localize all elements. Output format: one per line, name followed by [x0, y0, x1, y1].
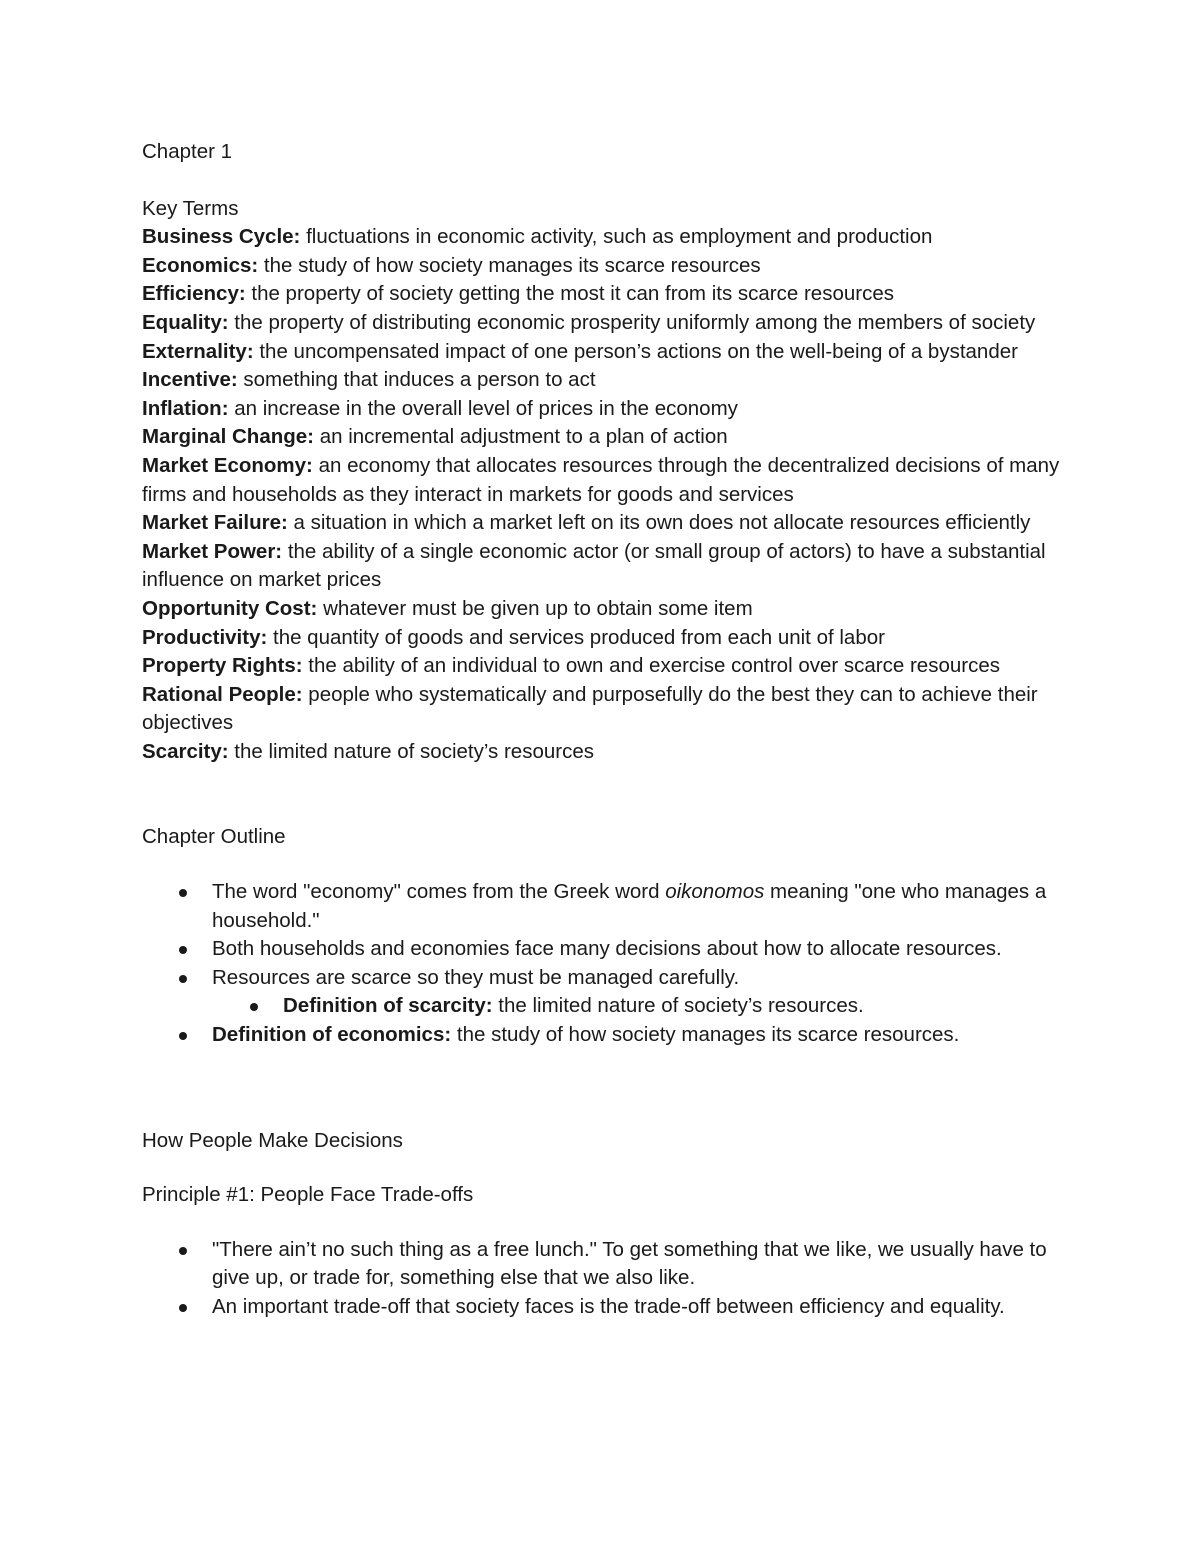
key-term: Efficiency:	[142, 282, 246, 306]
definition-text: the limited nature of society’s resources.	[492, 994, 864, 1018]
principle-1-list	[142, 1236, 1072, 1322]
key-term-definition: the limited nature of society’s resources	[228, 739, 594, 763]
key-term-item	[142, 280, 1072, 309]
key-term-definition: the study of how society manages its scarce resources	[258, 253, 761, 277]
key-term: Market Power:	[142, 539, 283, 563]
key-term: Economics:	[142, 253, 259, 277]
key-term-definition: the ability of a single economic actor (or small group of actors) to have a substantial influence on market prices	[142, 539, 1046, 592]
key-term-item	[142, 624, 1072, 653]
list-item	[142, 1021, 1072, 1050]
key-term-item	[142, 309, 1072, 338]
list-item	[142, 1236, 1072, 1293]
bullet-icon	[179, 889, 187, 897]
outline-text: meaning "one who manages a household."	[212, 880, 1047, 932]
key-term-item	[142, 681, 1072, 738]
bullet-icon	[250, 1003, 258, 1011]
bullet-icon	[179, 1247, 187, 1255]
key-term: Marginal Change:	[142, 425, 314, 449]
principle-text: "There ain’t no such thing as a free lunch." To get something that we like, we usually have to give up, or trade for, something else that we also like.	[212, 1237, 1047, 1290]
key-term: Productivity:	[142, 625, 268, 649]
list-item	[142, 992, 1072, 1021]
key-term: Market Economy:	[142, 453, 313, 477]
key-term-definition: fluctuations in economic activity, such as employment and production	[300, 225, 933, 249]
list-item	[142, 878, 1072, 935]
key-term-item	[142, 338, 1072, 367]
outline-text: The word "economy" comes from the Greek word	[212, 880, 666, 904]
bullet-icon	[179, 946, 187, 954]
key-term: Property Rights:	[142, 654, 303, 678]
key-term: Equality:	[142, 310, 229, 334]
key-terms-heading: Key Terms	[142, 196, 239, 220]
key-term-definition: the property of society getting the most it can from its scarce resources	[245, 282, 894, 306]
definition-text: the study of how society manages its scarce resources.	[451, 1023, 960, 1047]
key-term-item	[142, 223, 1072, 252]
key-term-definition: something that induces a person to act	[237, 368, 596, 392]
key-term-definition: the uncompensated impact of one person’s actions on the well-being of a bystander	[253, 339, 1018, 363]
key-term-item	[142, 452, 1072, 509]
outline-list	[142, 878, 1072, 992]
bullet-icon	[179, 1032, 187, 1040]
decisions-heading: How People Make Decisions	[142, 1128, 403, 1152]
chapter-title: Chapter 1	[142, 140, 233, 163]
key-term-item	[142, 652, 1072, 681]
definition-term: Definition of economics:	[212, 1023, 452, 1047]
key-term-definition: an increase in the overall level of prices in the economy	[228, 396, 738, 420]
outline-list	[142, 1021, 1072, 1050]
key-term-item	[142, 366, 1072, 395]
key-term-definition: whatever must be given up to obtain some item	[317, 596, 753, 620]
outline-text: Both households and economies face many decisions about how to allocate resources.	[212, 937, 1002, 961]
outline-sublist	[142, 992, 1072, 1021]
outline-heading: Chapter Outline	[142, 825, 286, 849]
key-term: Scarcity:	[142, 739, 229, 763]
list-item	[142, 1293, 1072, 1322]
bullet-icon	[179, 1304, 187, 1312]
key-term-definition: people who systematically and purposefully do the best they can to achieve their objectives	[142, 682, 1038, 735]
key-term: Inflation:	[142, 396, 229, 420]
key-term-definition: the quantity of goods and services produced from each unit of labor	[267, 625, 885, 649]
principle-text: An important trade-off that society faces is the trade-off between efficiency and equality.	[212, 1295, 1005, 1318]
key-term-definition: a situation in which a market left on its own does not allocate resources efficiently	[287, 511, 1031, 535]
key-term-item	[142, 595, 1072, 624]
key-term-definition: an economy that allocates resources through the decentralized decisions of many firms and households as they interact in markets for goods and services	[142, 453, 1060, 506]
key-term: Rational People:	[142, 682, 303, 706]
key-term-item	[142, 538, 1072, 595]
key-term-definition: the ability of an individual to own and exercise control over scarce resources	[302, 654, 1000, 678]
key-term-item	[142, 509, 1072, 538]
key-terms-list	[142, 223, 1072, 766]
list-item	[142, 935, 1072, 964]
key-term: Externality:	[142, 339, 254, 363]
greek-word: oikonomos	[665, 880, 765, 904]
key-term-item	[142, 423, 1072, 452]
key-term: Market Failure:	[142, 511, 288, 535]
bullet-icon	[179, 975, 187, 983]
key-term-definition: the property of distributing economic prosperity uniformly among the members of society	[228, 310, 1036, 334]
key-term-item	[142, 252, 1072, 281]
key-term: Opportunity Cost:	[142, 596, 318, 620]
key-term: Incentive:	[142, 368, 238, 392]
key-term-item	[142, 395, 1072, 424]
list-item	[142, 964, 1072, 993]
outline-text: Resources are scarce so they must be managed carefully.	[212, 965, 740, 989]
document-page	[142, 138, 1072, 1322]
key-term: Business Cycle:	[142, 225, 301, 249]
key-term-definition: an incremental adjustment to a plan of action	[314, 425, 728, 449]
definition-term: Definition of scarcity:	[283, 994, 493, 1018]
principle-1-heading: Principle #1: People Face Trade-offs	[142, 1183, 474, 1207]
key-term-item	[142, 738, 1072, 767]
